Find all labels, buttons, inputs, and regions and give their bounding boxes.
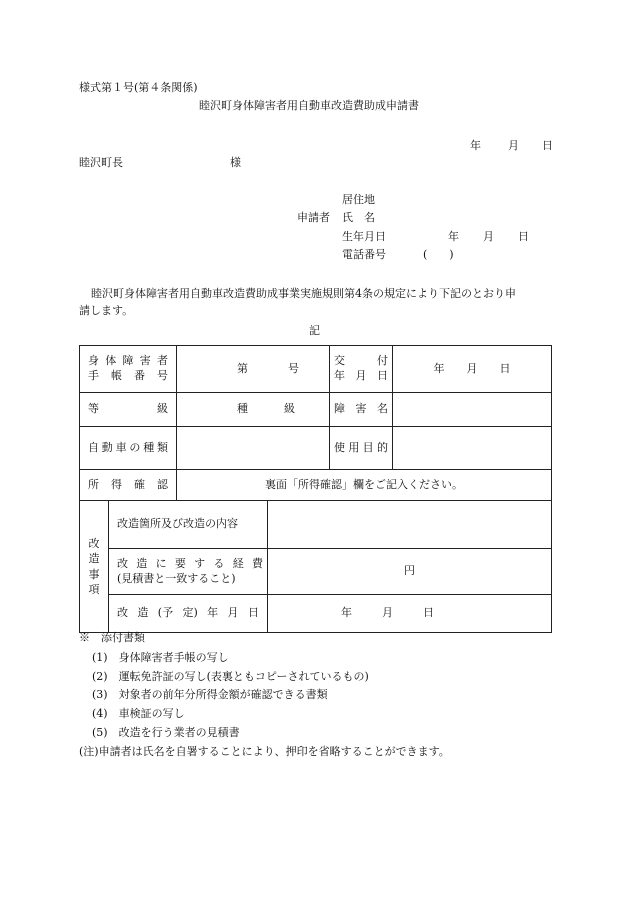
cost-yen: 円 bbox=[404, 564, 415, 578]
birth-year: 年 bbox=[448, 230, 459, 243]
cert-number-label bbox=[80, 346, 177, 393]
modify-char-2: 造 bbox=[88, 552, 100, 566]
table-row-car-type bbox=[80, 427, 552, 470]
ki-marker: 記 bbox=[309, 324, 320, 337]
type-field[interactable]: 種 級 bbox=[177, 393, 330, 427]
attachment-item: (3) 対象者の前年分所得金額が確認できる書類 bbox=[92, 688, 328, 701]
attachment-item: (5) 改造を行う業者の見積書 bbox=[92, 726, 240, 739]
attachment-item: (1) 身体障害者手帳の写し bbox=[92, 651, 229, 664]
application-table bbox=[79, 345, 552, 633]
cert-number-field[interactable] bbox=[177, 346, 330, 393]
modify-day: 日 bbox=[423, 606, 434, 620]
modify-char-3: 事 bbox=[88, 567, 100, 581]
phone-label: 電話番号 bbox=[342, 248, 386, 261]
issue-cell bbox=[330, 346, 552, 393]
disability-cell bbox=[330, 393, 552, 427]
cert-go: 号 bbox=[288, 361, 299, 375]
phone-parens: ( ) bbox=[423, 248, 454, 261]
issue-year: 年 bbox=[433, 361, 445, 375]
table-row-modify-part bbox=[80, 501, 552, 549]
modify-part-label: 改造箇所及び改造の内容 bbox=[109, 501, 268, 549]
attachments-heading bbox=[79, 632, 145, 643]
cost-field[interactable] bbox=[268, 549, 552, 595]
addressee: 睦沢町長 bbox=[79, 156, 123, 169]
attachment-item: (4) 車検証の写し bbox=[92, 707, 185, 720]
attachment-item: (2) 運転免許証の写し(表裏ともコピーされているもの) bbox=[92, 670, 369, 683]
issue-label-line1: 交 付 bbox=[334, 354, 388, 368]
table-row-income bbox=[80, 470, 552, 501]
car-type-label: 自 動 車 の 種 類 bbox=[80, 427, 177, 470]
body-text-line2: 請します。 bbox=[79, 304, 134, 317]
modify-char-1: 改 bbox=[88, 536, 100, 550]
car-type-field[interactable] bbox=[177, 427, 330, 470]
name-label: 氏 名 bbox=[342, 211, 375, 224]
birth-day: 日 bbox=[518, 230, 529, 243]
issue-month: 月 bbox=[466, 361, 478, 375]
date-month: 月 bbox=[508, 139, 519, 152]
applicant-role-label: 申請者 bbox=[297, 211, 330, 224]
birth-date-label: 生年月日 bbox=[342, 230, 386, 243]
table-row-cost bbox=[80, 549, 552, 595]
signature-note: (注)申請者は氏名を自署することにより、押印を省略することができます。 bbox=[79, 745, 450, 758]
disability-label: 障 害 名 bbox=[330, 393, 393, 426]
disability-field[interactable] bbox=[393, 393, 551, 426]
heading-text: 添付書類 bbox=[101, 631, 145, 644]
honorific: 様 bbox=[230, 156, 241, 169]
table-row-certificate bbox=[80, 346, 552, 393]
cert-label-line2: 手 帳 番 号 bbox=[88, 369, 168, 382]
date-year: 年 bbox=[470, 139, 481, 152]
modify-part-field[interactable] bbox=[268, 501, 552, 549]
purpose-label: 使 用 目 的 bbox=[330, 427, 393, 469]
cert-dai: 第 bbox=[237, 361, 248, 375]
cost-label-line1: 改 造 に 要 す る 経 費 bbox=[117, 556, 263, 570]
cost-label-line2: (見積書と一致すること) bbox=[117, 571, 236, 585]
document-title: 睦沢町身体障害者用自動車改造費助成申請書 bbox=[199, 99, 419, 112]
body-text-line1: 睦沢町身体障害者用自動車改造費助成事業実施規則第4条の規定により下記のとおり申 bbox=[91, 287, 516, 300]
birth-month: 月 bbox=[483, 230, 494, 243]
income-label: 所 得 確 認 bbox=[80, 470, 177, 501]
modify-year: 年 bbox=[341, 606, 352, 620]
form-number: 様式第１号(第４条関係) bbox=[79, 81, 198, 94]
modify-date-field[interactable] bbox=[268, 595, 552, 633]
issue-date-field[interactable] bbox=[393, 346, 551, 392]
cert-label-line1: 身 体 障 害 者 bbox=[88, 354, 168, 368]
modify-char-4: 項 bbox=[88, 582, 100, 596]
income-note: 裏面「所得確認」欄をご記入ください。 bbox=[177, 470, 552, 501]
grade-label: 等 級 bbox=[80, 393, 177, 427]
issue-label-line2: 年 月 日 bbox=[334, 369, 388, 382]
modify-group-label bbox=[80, 501, 109, 633]
purpose-cell bbox=[330, 427, 552, 470]
address-label: 居住地 bbox=[342, 193, 375, 206]
date-day: 日 bbox=[542, 139, 553, 152]
modify-month: 月 bbox=[382, 606, 393, 620]
issue-date-label bbox=[330, 346, 393, 392]
purpose-field[interactable] bbox=[393, 427, 551, 469]
heading-mark: ※ bbox=[79, 631, 90, 644]
table-row-grade bbox=[80, 393, 552, 427]
issue-day: 日 bbox=[499, 361, 511, 375]
cost-label bbox=[109, 549, 268, 595]
table-row-modify-date bbox=[80, 595, 552, 633]
modify-date-label: 改 造 (予 定) 年 月 日 bbox=[109, 595, 268, 633]
